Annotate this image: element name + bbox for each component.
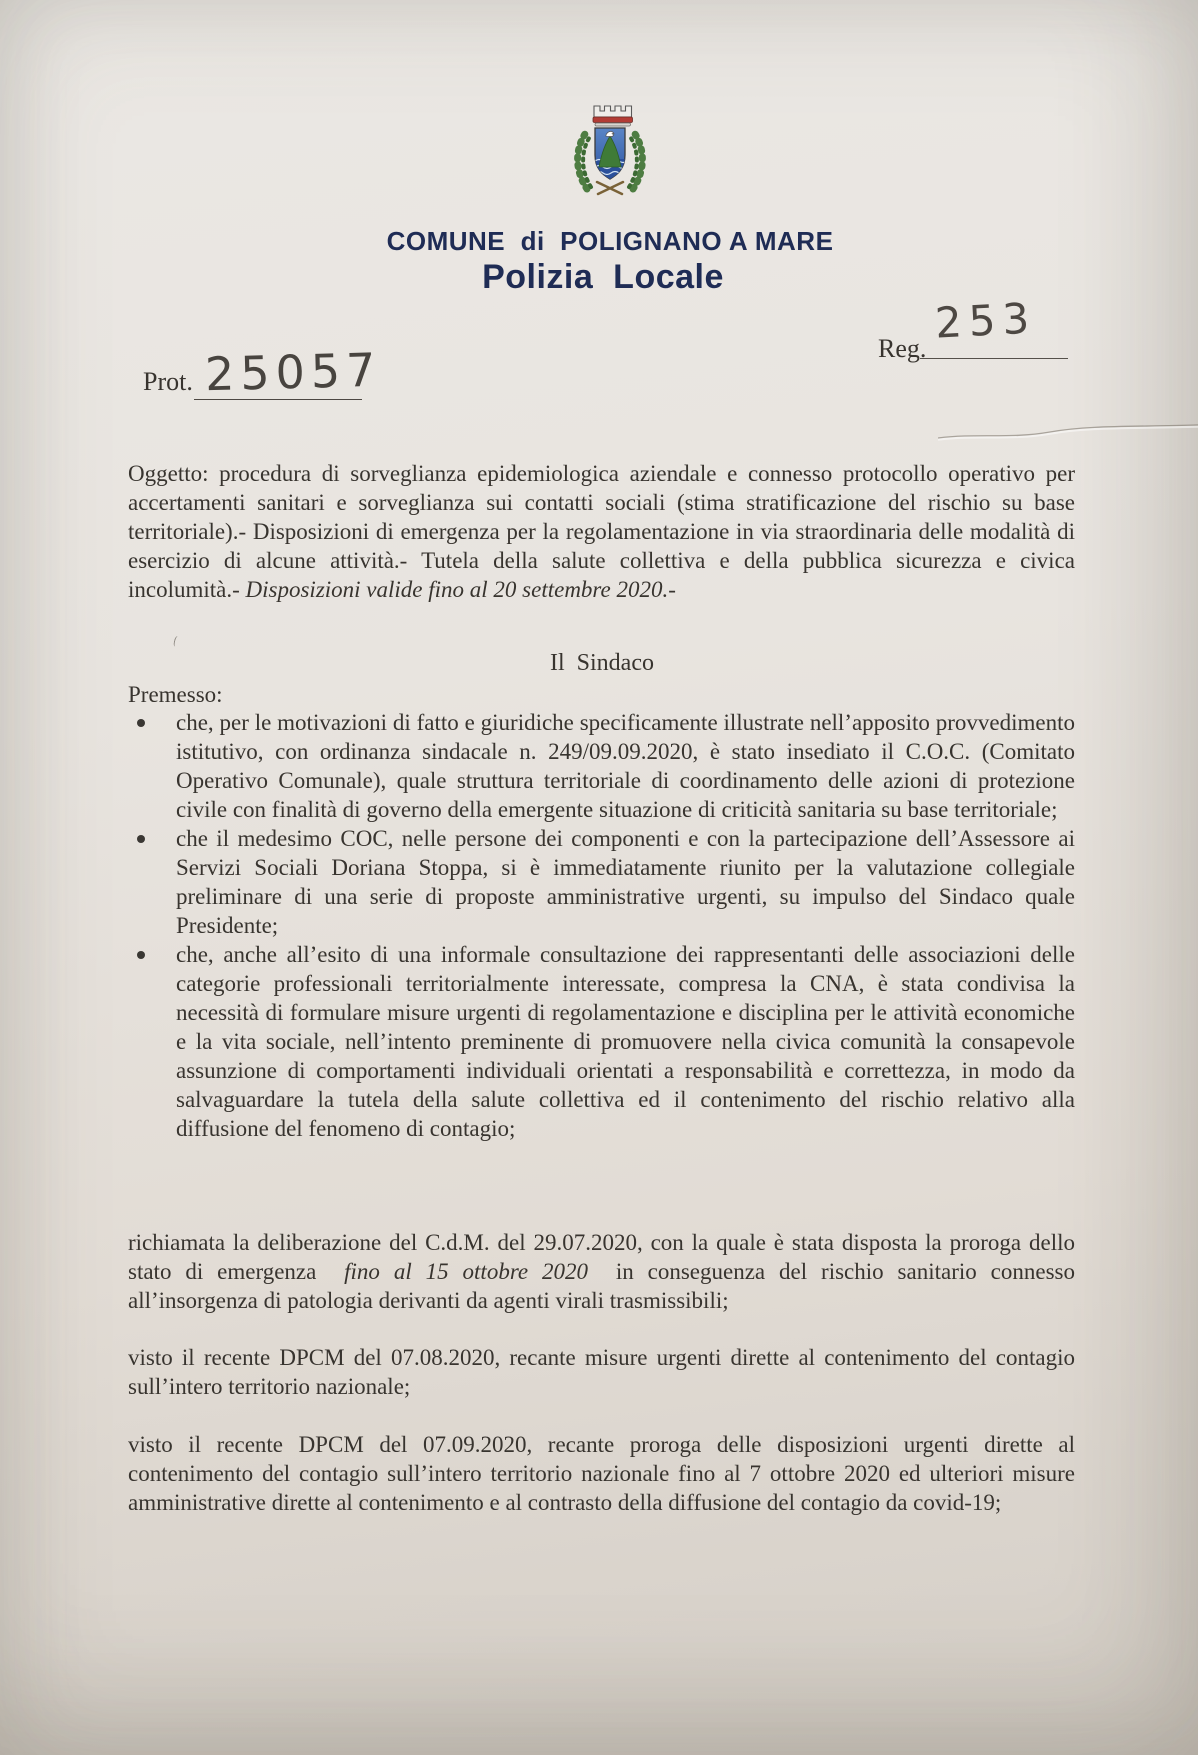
- bullet-icon: [137, 835, 145, 843]
- premise-item: [128, 824, 1075, 940]
- recital-pre: richiamata la deliberazione del C.d.M. del 29.07.2020, con la quale è stata disposta la proroga dello stato di emergenza: [128, 1230, 1081, 1284]
- subject-validity-italic: Disposizioni valide fino al 20 settembre 2020.-: [245, 577, 676, 602]
- premise-text: che il medesimo COC, nelle persone dei componenti e con la partecipazione dell’Assessore ai Servizi Sociali Doriana Stoppa, si è immediatamente riunito per la valutazione collegiale preliminare di una serie di proposte amministrative urgenti, su impulso del Sindaco quale Presidente;: [176, 826, 1075, 938]
- premise-label: Premesso:: [128, 682, 223, 707]
- premise-item: [128, 708, 1075, 824]
- premises-list: [128, 708, 1075, 1143]
- subject-paragraph: [128, 459, 1081, 604]
- department-title: Polizia Locale: [482, 258, 724, 296]
- premise-text: che, per le motivazioni di fatto e giuridiche specificamente illustrate nell’apposito provvedimento istitutivo, con ordinanza sindacale n. 249/09.09.2020, è stato insediato il C.O.C. (Comitato Operativo Comunale), quale struttura territoriale di coordinamento delle azioni di protezione civile con finalità di governo della emergente situazione di criticità sanitaria su base territoriale;: [176, 710, 1075, 822]
- crown-icon: [593, 106, 633, 126]
- premise-item: [128, 940, 1075, 1143]
- shield-icon: [595, 128, 627, 181]
- stray-mark: [173, 636, 181, 648]
- prot-underline: [194, 398, 362, 400]
- visto-dpcm-0709-paragraph: visto il recente DPCM del 07.09.2020, recante proroga delle disposizioni urgenti dirette al contenimento del contagio sull’intero territorio nazionale fino al 7 ottobre 2020 ed ulteriori misure amministrative dirette al contenimento e al contrasto della diffusione del contagio da covid-19;: [128, 1432, 1081, 1515]
- premise-text: che, anche all’esito di una informale consultazione dei rappresentanti delle associazioni delle categorie professionali territorialmente interessate, compresa la CNA, è stata condivisa la necessità di formulare misure urgenti di regolamentazione e disciplina per le attività economiche e la vita sociale, nell’intento preminente di promuovere nella civica comunità la consapevole assunzione di comportamenti individuali orientati a responsabilità e correttezza, in modo da salvaguardare la tutela della salute collettiva ed il contenimento del rischio relativo alla diffusione del fenomeno di contagio;: [176, 942, 1075, 1141]
- recital-post: in conseguenza del rischio sanitario connesso all’insorgenza di patologia derivanti da agenti virali trasmissibili;: [128, 1259, 1081, 1313]
- bullet-icon: [137, 951, 145, 959]
- reg-number-handwritten: 253: [933, 293, 1038, 348]
- issuer-heading: Il Sindaco: [550, 650, 654, 676]
- visto-dpcm-0708-paragraph: visto il recente DPCM del 07.08.2020, recante misure urgenti dirette al contenimento del contagio sull’intero territorio nazionale;: [128, 1345, 1081, 1399]
- bullet-icon: [137, 719, 145, 727]
- paper-crease: [938, 420, 1198, 446]
- municipality-title: COMUNE di POLIGNANO A MARE: [386, 226, 834, 256]
- prot-label: Prot.: [143, 367, 193, 396]
- recital-date-italic: fino al 15 ottobre 2020: [344, 1259, 589, 1284]
- prot-number-handwritten: 25057: [204, 342, 383, 402]
- recital-paragraph: [128, 1228, 1081, 1315]
- reg-underline: [920, 357, 1068, 359]
- reg-label: Reg.: [878, 334, 927, 363]
- municipal-crest: [571, 103, 649, 197]
- subject-text: Oggetto: procedura di sorveglianza epidemiologica aziendale e connesso protocollo operativo per accertamenti sanitari e sorveglianza sui contatti sociali (stima stratificazione del rischio su base territoriale).- Disposizioni di emergenza per la regolamentazione in via straordinaria delle modalità di esercizio di alcune attività.- Tutela della salute collettiva e della pubblica sicurezza e civica incolumità.-: [128, 461, 1081, 602]
